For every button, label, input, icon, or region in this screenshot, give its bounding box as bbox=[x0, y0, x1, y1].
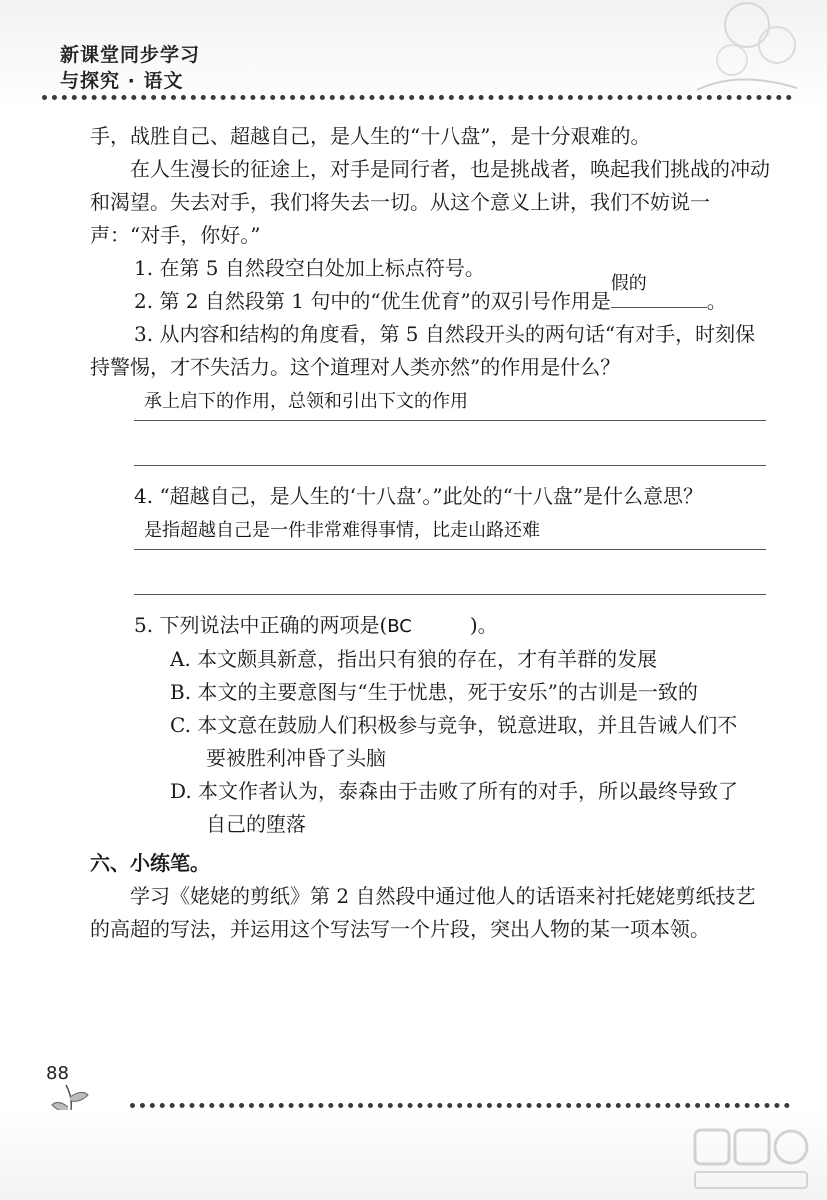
footer-dashed-divider bbox=[130, 1103, 790, 1108]
question-2-end: 。 bbox=[706, 289, 727, 313]
option-c-line-2: 要被胜利冲昏了头脑 bbox=[206, 746, 386, 770]
question-4-blank-line bbox=[134, 558, 766, 595]
paragraph-continuation: 手，战胜自己、超越自己，是人生的“十八盘”，是十分艰难的。 bbox=[90, 124, 651, 148]
option-b: B. 本文的主要意图与“生于忧患，死于安乐”的古训是一致的 bbox=[170, 680, 698, 704]
option-a: A. 本文颇具新意，指出只有狼的存在，才有羊群的发展 bbox=[170, 647, 658, 671]
question-3-answer-line bbox=[134, 384, 766, 421]
question-2-blank bbox=[610, 273, 707, 308]
question-5-answer: BC bbox=[387, 616, 412, 637]
section-6-text: 学习《姥姥的剪纸》第 2 自然段中通过他人的话语来衬托姥姥剪纸技艺的高超的写法，并运用这个写法写一个片段，突出人物的某一项本领。 bbox=[90, 884, 756, 941]
question-3-answer: 承上启下的作用，总领和引出下文的作用 bbox=[144, 391, 468, 412]
option-d-line-2: 自己的堕落 bbox=[206, 812, 306, 836]
brand-line-1: 新课堂同步学习 bbox=[60, 44, 201, 66]
page-number: 88 bbox=[46, 1063, 69, 1084]
question-2 bbox=[90, 273, 770, 318]
option-c-line-1: C. 本文意在鼓励人们积极参与竞争，锐意进取，并且告诫人们不 bbox=[170, 713, 738, 737]
question-2-answer: 假的 bbox=[610, 273, 647, 294]
question-3: 3. 从内容和结构的角度看，第 5 自然段开头的两句话“有对手，时刻保持警惕，才不失活力。这个道理对人类亦然”的作用是什么？ bbox=[90, 322, 756, 379]
option-d-line-1: D. 本文作者认为，泰森由于击败了所有的对手，所以最终导致了 bbox=[170, 779, 739, 803]
flower-decoration-icon bbox=[677, 0, 807, 110]
watermark-logo-icon bbox=[691, 1124, 811, 1194]
book-brand bbox=[60, 42, 200, 94]
question-2-text: 2. 第 2 自然段第 1 句中的“优生优育”的双引号作用是 bbox=[134, 289, 611, 313]
question-4-answer: 是指超越自己是一件非常难得事情，比走山路还难 bbox=[144, 520, 540, 541]
paragraph-2: 在人生漫长的征途上，对手是同行者，也是挑战者，唤起我们挑战的冲动和渴望。失去对手，我们将失去一切。从这个意义上讲，我们不妨说一声：“对手，你好。” bbox=[90, 157, 770, 247]
page-content bbox=[90, 120, 770, 946]
header-dashed-divider bbox=[42, 95, 792, 100]
brand-line-2: 与探究 · 语文 bbox=[60, 70, 184, 92]
question-5-end: )。 bbox=[469, 613, 498, 637]
question-4: 4. “超越自己，是人生的‘十八盘’。”此处的“十八盘”是什么意思？ bbox=[134, 484, 704, 508]
section-6-title: 六、小练笔。 bbox=[90, 851, 210, 875]
question-5-text: 5. 下列说法中正确的两项是( bbox=[134, 613, 388, 637]
question-5 bbox=[90, 609, 770, 643]
question-1: 1. 在第 5 自然段空白处加上标点符号。 bbox=[134, 256, 485, 280]
question-3-blank-line bbox=[134, 429, 766, 466]
question-4-answer-line bbox=[134, 513, 766, 550]
